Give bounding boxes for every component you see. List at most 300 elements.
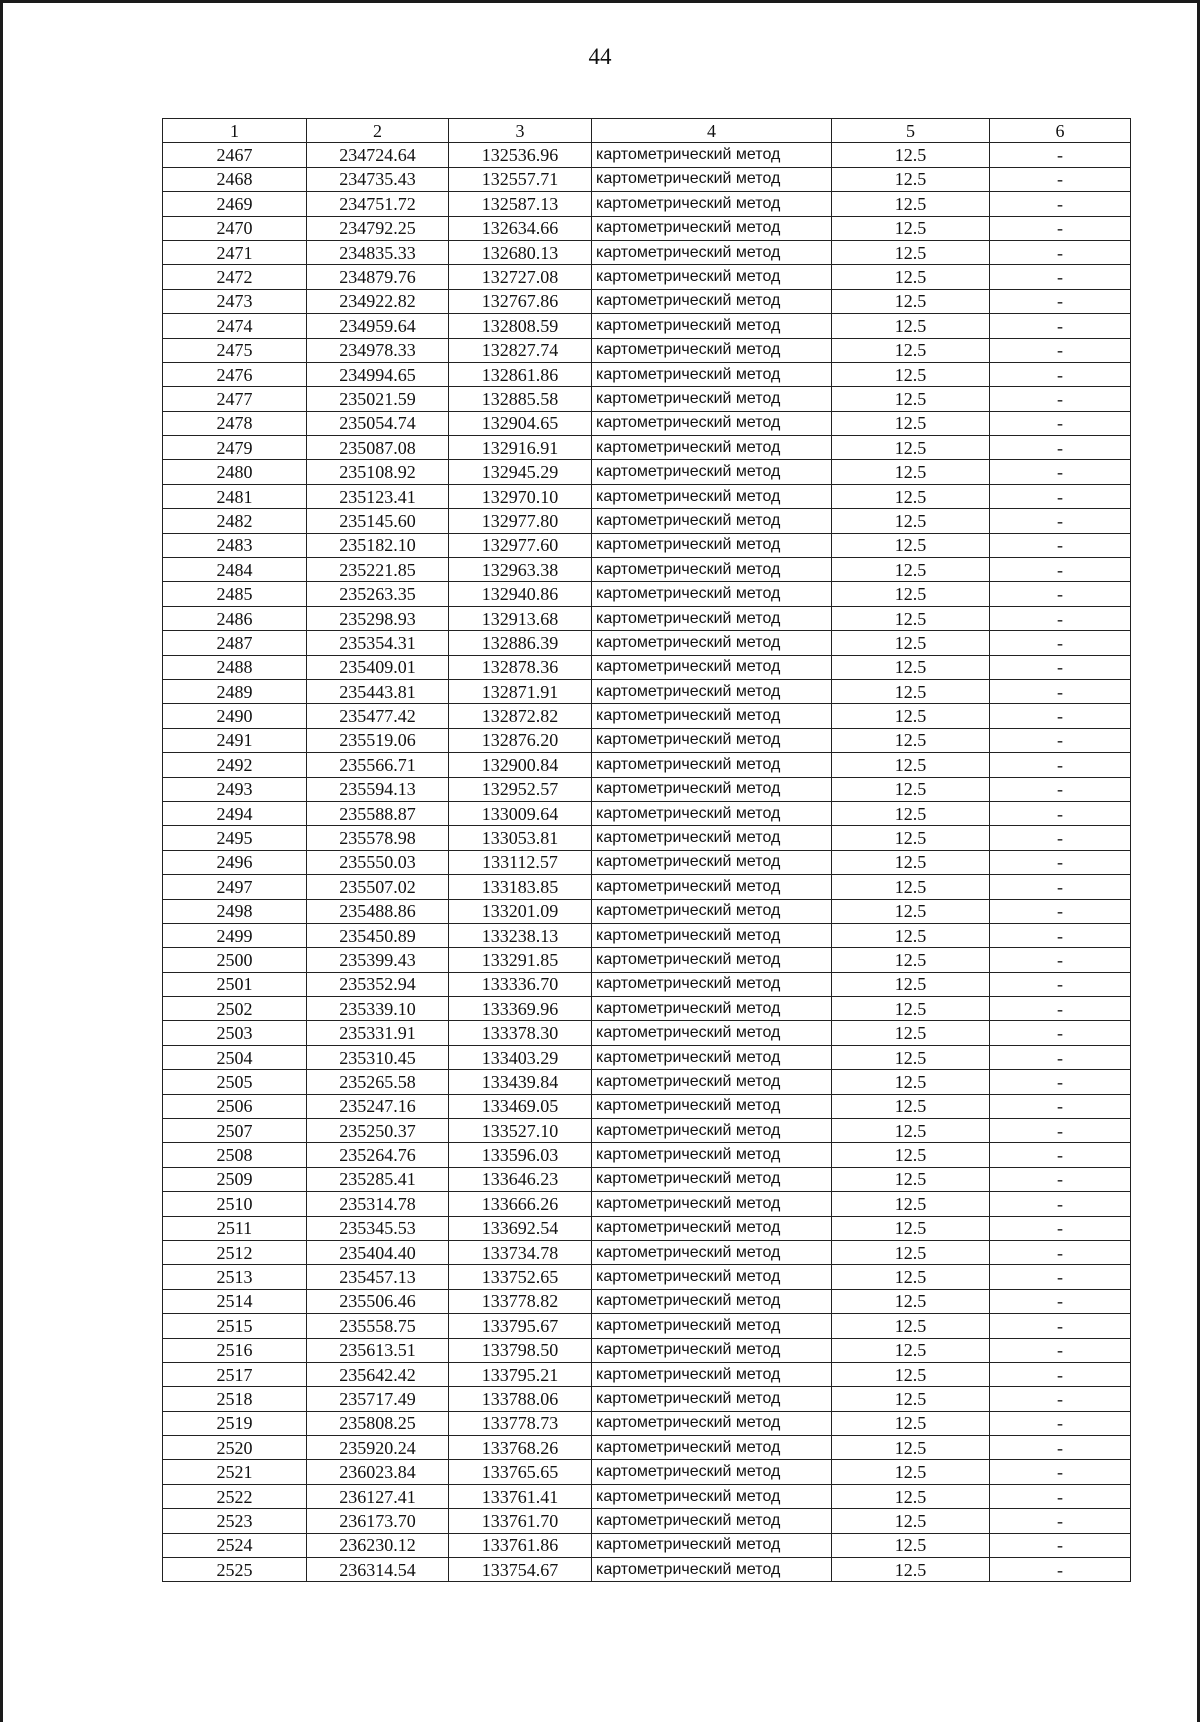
y-coordinate-cell: 133009.64 bbox=[449, 801, 592, 825]
accuracy-cell: 12.5 bbox=[832, 875, 990, 899]
x-coordinate-cell: 235314.78 bbox=[307, 1192, 449, 1216]
method-cell: картометрический метод bbox=[592, 606, 832, 630]
description-cell: - bbox=[990, 582, 1131, 606]
accuracy-cell: 12.5 bbox=[832, 338, 990, 362]
x-coordinate-cell: 235488.86 bbox=[307, 899, 449, 923]
y-coordinate-cell: 132878.36 bbox=[449, 655, 592, 679]
accuracy-cell: 12.5 bbox=[832, 606, 990, 630]
description-cell: - bbox=[990, 875, 1131, 899]
table-row bbox=[163, 1094, 1131, 1118]
method-cell: картометрический метод bbox=[592, 1094, 832, 1118]
y-coordinate-cell: 133439.84 bbox=[449, 1070, 592, 1094]
point-number-cell: 2489 bbox=[163, 679, 307, 703]
method-cell: картометрический метод bbox=[592, 362, 832, 386]
table-row bbox=[163, 899, 1131, 923]
method-cell: картометрический метод bbox=[592, 875, 832, 899]
method-cell: картометрический метод bbox=[592, 1045, 832, 1069]
y-coordinate-cell: 132680.13 bbox=[449, 240, 592, 264]
x-coordinate-cell: 235477.42 bbox=[307, 704, 449, 728]
x-coordinate-cell: 235352.94 bbox=[307, 972, 449, 996]
y-coordinate-cell: 132940.86 bbox=[449, 582, 592, 606]
description-cell: - bbox=[990, 704, 1131, 728]
accuracy-cell: 12.5 bbox=[832, 631, 990, 655]
accuracy-cell: 12.5 bbox=[832, 753, 990, 777]
x-coordinate-cell: 234959.64 bbox=[307, 314, 449, 338]
x-coordinate-cell: 235182.10 bbox=[307, 533, 449, 557]
x-coordinate-cell: 235550.03 bbox=[307, 850, 449, 874]
accuracy-cell: 12.5 bbox=[832, 777, 990, 801]
x-coordinate-cell: 235087.08 bbox=[307, 436, 449, 460]
x-coordinate-cell: 235457.13 bbox=[307, 1265, 449, 1289]
y-coordinate-cell: 132767.86 bbox=[449, 289, 592, 313]
point-number-cell: 2493 bbox=[163, 777, 307, 801]
method-cell: картометрический метод bbox=[592, 1192, 832, 1216]
table-row bbox=[163, 1338, 1131, 1362]
method-cell: картометрический метод bbox=[592, 1362, 832, 1386]
method-cell: картометрический метод bbox=[592, 704, 832, 728]
description-cell: - bbox=[990, 850, 1131, 874]
method-cell: картометрический метод bbox=[592, 1411, 832, 1435]
point-number-cell: 2487 bbox=[163, 631, 307, 655]
method-cell: картометрический метод bbox=[592, 143, 832, 167]
y-coordinate-cell: 132587.13 bbox=[449, 192, 592, 216]
x-coordinate-cell: 235054.74 bbox=[307, 411, 449, 435]
description-cell: - bbox=[990, 1362, 1131, 1386]
table-row bbox=[163, 1436, 1131, 1460]
point-number-cell: 2481 bbox=[163, 484, 307, 508]
table-row bbox=[163, 436, 1131, 460]
point-number-cell: 2474 bbox=[163, 314, 307, 338]
point-number-cell: 2468 bbox=[163, 167, 307, 191]
description-cell: - bbox=[990, 1265, 1131, 1289]
x-coordinate-cell: 235399.43 bbox=[307, 948, 449, 972]
x-coordinate-cell: 235339.10 bbox=[307, 997, 449, 1021]
table-row bbox=[163, 143, 1131, 167]
table-row bbox=[163, 997, 1131, 1021]
description-cell: - bbox=[990, 289, 1131, 313]
point-number-cell: 2520 bbox=[163, 1436, 307, 1460]
point-number-cell: 2473 bbox=[163, 289, 307, 313]
x-coordinate-cell: 236023.84 bbox=[307, 1460, 449, 1484]
accuracy-cell: 12.5 bbox=[832, 655, 990, 679]
point-number-cell: 2488 bbox=[163, 655, 307, 679]
accuracy-cell: 12.5 bbox=[832, 1411, 990, 1435]
y-coordinate-cell: 133795.67 bbox=[449, 1314, 592, 1338]
table-row bbox=[163, 558, 1131, 582]
accuracy-cell: 12.5 bbox=[832, 1289, 990, 1313]
point-number-cell: 2475 bbox=[163, 338, 307, 362]
point-number-cell: 2516 bbox=[163, 1338, 307, 1362]
column-header: 6 bbox=[990, 119, 1131, 143]
table-row bbox=[163, 216, 1131, 240]
point-number-cell: 2494 bbox=[163, 801, 307, 825]
y-coordinate-cell: 132963.38 bbox=[449, 558, 592, 582]
accuracy-cell: 12.5 bbox=[832, 1265, 990, 1289]
table-row bbox=[163, 1045, 1131, 1069]
point-number-cell: 2485 bbox=[163, 582, 307, 606]
accuracy-cell: 12.5 bbox=[832, 948, 990, 972]
method-cell: картометрический метод bbox=[592, 411, 832, 435]
x-coordinate-cell: 235310.45 bbox=[307, 1045, 449, 1069]
method-cell: картометрический метод bbox=[592, 850, 832, 874]
x-coordinate-cell: 235285.41 bbox=[307, 1167, 449, 1191]
scan-border-left bbox=[0, 0, 3, 1722]
y-coordinate-cell: 132808.59 bbox=[449, 314, 592, 338]
y-coordinate-cell: 133761.86 bbox=[449, 1533, 592, 1557]
y-coordinate-cell: 133778.73 bbox=[449, 1411, 592, 1435]
method-cell: картометрический метод bbox=[592, 826, 832, 850]
method-cell: картометрический метод bbox=[592, 484, 832, 508]
table-row bbox=[163, 850, 1131, 874]
x-coordinate-cell: 235404.40 bbox=[307, 1240, 449, 1264]
x-coordinate-cell: 234922.82 bbox=[307, 289, 449, 313]
scan-border-top bbox=[0, 0, 1200, 3]
accuracy-cell: 12.5 bbox=[832, 533, 990, 557]
description-cell: - bbox=[990, 997, 1131, 1021]
x-coordinate-cell: 234751.72 bbox=[307, 192, 449, 216]
method-cell: картометрический метод bbox=[592, 923, 832, 947]
accuracy-cell: 12.5 bbox=[832, 704, 990, 728]
point-number-cell: 2491 bbox=[163, 728, 307, 752]
x-coordinate-cell: 235247.16 bbox=[307, 1094, 449, 1118]
accuracy-cell: 12.5 bbox=[832, 1362, 990, 1386]
table-row bbox=[163, 1119, 1131, 1143]
description-cell: - bbox=[990, 1338, 1131, 1362]
y-coordinate-cell: 132977.80 bbox=[449, 509, 592, 533]
description-cell: - bbox=[990, 728, 1131, 752]
y-coordinate-cell: 133788.06 bbox=[449, 1387, 592, 1411]
table-row bbox=[163, 948, 1131, 972]
accuracy-cell: 12.5 bbox=[832, 240, 990, 264]
table-row bbox=[163, 167, 1131, 191]
description-cell: - bbox=[990, 655, 1131, 679]
y-coordinate-cell: 132872.82 bbox=[449, 704, 592, 728]
method-cell: картометрический метод bbox=[592, 728, 832, 752]
y-coordinate-cell: 132916.91 bbox=[449, 436, 592, 460]
y-coordinate-cell: 133795.21 bbox=[449, 1362, 592, 1386]
table-row bbox=[163, 1240, 1131, 1264]
point-number-cell: 2467 bbox=[163, 143, 307, 167]
accuracy-cell: 12.5 bbox=[832, 1558, 990, 1582]
table-row bbox=[163, 1021, 1131, 1045]
accuracy-cell: 12.5 bbox=[832, 1387, 990, 1411]
table-row bbox=[163, 679, 1131, 703]
point-number-cell: 2509 bbox=[163, 1167, 307, 1191]
method-cell: картометрический метод bbox=[592, 972, 832, 996]
method-cell: картометрический метод bbox=[592, 1265, 832, 1289]
description-cell: - bbox=[990, 167, 1131, 191]
point-number-cell: 2522 bbox=[163, 1484, 307, 1508]
point-number-cell: 2519 bbox=[163, 1411, 307, 1435]
description-cell: - bbox=[990, 679, 1131, 703]
method-cell: картометрический метод bbox=[592, 1167, 832, 1191]
description-cell: - bbox=[990, 338, 1131, 362]
description-cell: - bbox=[990, 899, 1131, 923]
x-coordinate-cell: 235250.37 bbox=[307, 1119, 449, 1143]
description-cell: - bbox=[990, 1460, 1131, 1484]
x-coordinate-cell: 236230.12 bbox=[307, 1533, 449, 1557]
method-cell: картометрический метод bbox=[592, 289, 832, 313]
point-number-cell: 2501 bbox=[163, 972, 307, 996]
method-cell: картометрический метод bbox=[592, 1216, 832, 1240]
description-cell: - bbox=[990, 143, 1131, 167]
y-coordinate-cell: 133369.96 bbox=[449, 997, 592, 1021]
description-cell: - bbox=[990, 826, 1131, 850]
table-row bbox=[163, 704, 1131, 728]
y-coordinate-cell: 133336.70 bbox=[449, 972, 592, 996]
point-number-cell: 2525 bbox=[163, 1558, 307, 1582]
y-coordinate-cell: 132952.57 bbox=[449, 777, 592, 801]
accuracy-cell: 12.5 bbox=[832, 265, 990, 289]
table-row bbox=[163, 289, 1131, 313]
point-number-cell: 2524 bbox=[163, 1533, 307, 1557]
x-coordinate-cell: 235123.41 bbox=[307, 484, 449, 508]
description-cell: - bbox=[990, 948, 1131, 972]
y-coordinate-cell: 133768.26 bbox=[449, 1436, 592, 1460]
accuracy-cell: 12.5 bbox=[832, 436, 990, 460]
table-row bbox=[163, 265, 1131, 289]
x-coordinate-cell: 234735.43 bbox=[307, 167, 449, 191]
method-cell: картометрический метод bbox=[592, 1558, 832, 1582]
table-row bbox=[163, 1314, 1131, 1338]
table-row bbox=[163, 1143, 1131, 1167]
point-number-cell: 2490 bbox=[163, 704, 307, 728]
y-coordinate-cell: 133469.05 bbox=[449, 1094, 592, 1118]
method-cell: картометрический метод bbox=[592, 216, 832, 240]
accuracy-cell: 12.5 bbox=[832, 1119, 990, 1143]
y-coordinate-cell: 132827.74 bbox=[449, 338, 592, 362]
method-cell: картометрический метод bbox=[592, 1533, 832, 1557]
column-header: 5 bbox=[832, 119, 990, 143]
method-cell: картометрический метод bbox=[592, 1070, 832, 1094]
y-coordinate-cell: 133778.82 bbox=[449, 1289, 592, 1313]
y-coordinate-cell: 133754.67 bbox=[449, 1558, 592, 1582]
x-coordinate-cell: 234792.25 bbox=[307, 216, 449, 240]
accuracy-cell: 12.5 bbox=[832, 143, 990, 167]
description-cell: - bbox=[990, 972, 1131, 996]
coordinates-table bbox=[162, 118, 1131, 1582]
accuracy-cell: 12.5 bbox=[832, 1021, 990, 1045]
point-number-cell: 2518 bbox=[163, 1387, 307, 1411]
method-cell: картометрический метод bbox=[592, 631, 832, 655]
description-cell: - bbox=[990, 314, 1131, 338]
point-number-cell: 2471 bbox=[163, 240, 307, 264]
description-cell: - bbox=[990, 1509, 1131, 1533]
y-coordinate-cell: 133378.30 bbox=[449, 1021, 592, 1045]
x-coordinate-cell: 235717.49 bbox=[307, 1387, 449, 1411]
x-coordinate-cell: 235354.31 bbox=[307, 631, 449, 655]
description-cell: - bbox=[990, 1216, 1131, 1240]
method-cell: картометрический метод bbox=[592, 558, 832, 582]
description-cell: - bbox=[990, 1070, 1131, 1094]
y-coordinate-cell: 133112.57 bbox=[449, 850, 592, 874]
description-cell: - bbox=[990, 1436, 1131, 1460]
accuracy-cell: 12.5 bbox=[832, 1216, 990, 1240]
accuracy-cell: 12.5 bbox=[832, 728, 990, 752]
description-cell: - bbox=[990, 923, 1131, 947]
method-cell: картометрический метод bbox=[592, 338, 832, 362]
method-cell: картометрический метод bbox=[592, 1387, 832, 1411]
point-number-cell: 2496 bbox=[163, 850, 307, 874]
table-body bbox=[163, 143, 1131, 1582]
accuracy-cell: 12.5 bbox=[832, 1094, 990, 1118]
x-coordinate-cell: 235345.53 bbox=[307, 1216, 449, 1240]
column-header: 4 bbox=[592, 119, 832, 143]
description-cell: - bbox=[990, 1387, 1131, 1411]
method-cell: картометрический метод bbox=[592, 899, 832, 923]
page-number: 44 bbox=[588, 44, 612, 69]
method-cell: картометрический метод bbox=[592, 265, 832, 289]
x-coordinate-cell: 235507.02 bbox=[307, 875, 449, 899]
point-number-cell: 2492 bbox=[163, 753, 307, 777]
description-cell: - bbox=[990, 1094, 1131, 1118]
y-coordinate-cell: 132977.60 bbox=[449, 533, 592, 557]
table-row bbox=[163, 972, 1131, 996]
description-cell: - bbox=[990, 1143, 1131, 1167]
x-coordinate-cell: 234978.33 bbox=[307, 338, 449, 362]
accuracy-cell: 12.5 bbox=[832, 1436, 990, 1460]
accuracy-cell: 12.5 bbox=[832, 972, 990, 996]
accuracy-cell: 12.5 bbox=[832, 387, 990, 411]
x-coordinate-cell: 235808.25 bbox=[307, 1411, 449, 1435]
x-coordinate-cell: 235613.51 bbox=[307, 1338, 449, 1362]
y-coordinate-cell: 132634.66 bbox=[449, 216, 592, 240]
table-row bbox=[163, 387, 1131, 411]
description-cell: - bbox=[990, 1558, 1131, 1582]
column-header: 3 bbox=[449, 119, 592, 143]
x-coordinate-cell: 235506.46 bbox=[307, 1289, 449, 1313]
point-number-cell: 2515 bbox=[163, 1314, 307, 1338]
point-number-cell: 2502 bbox=[163, 997, 307, 1021]
table-row bbox=[163, 655, 1131, 679]
x-coordinate-cell: 235221.85 bbox=[307, 558, 449, 582]
y-coordinate-cell: 133692.54 bbox=[449, 1216, 592, 1240]
accuracy-cell: 12.5 bbox=[832, 1314, 990, 1338]
point-number-cell: 2513 bbox=[163, 1265, 307, 1289]
table-row bbox=[163, 362, 1131, 386]
point-number-cell: 2495 bbox=[163, 826, 307, 850]
x-coordinate-cell: 235145.60 bbox=[307, 509, 449, 533]
table-row bbox=[163, 1387, 1131, 1411]
description-cell: - bbox=[990, 631, 1131, 655]
x-coordinate-cell: 235450.89 bbox=[307, 923, 449, 947]
y-coordinate-cell: 133666.26 bbox=[449, 1192, 592, 1216]
description-cell: - bbox=[990, 265, 1131, 289]
x-coordinate-cell: 234835.33 bbox=[307, 240, 449, 264]
description-cell: - bbox=[990, 558, 1131, 582]
method-cell: картометрический метод bbox=[592, 167, 832, 191]
accuracy-cell: 12.5 bbox=[832, 362, 990, 386]
y-coordinate-cell: 133238.13 bbox=[449, 923, 592, 947]
x-coordinate-cell: 235298.93 bbox=[307, 606, 449, 630]
accuracy-cell: 12.5 bbox=[832, 1192, 990, 1216]
table-row bbox=[163, 606, 1131, 630]
x-coordinate-cell: 235263.35 bbox=[307, 582, 449, 606]
description-cell: - bbox=[990, 1289, 1131, 1313]
accuracy-cell: 12.5 bbox=[832, 314, 990, 338]
column-header: 2 bbox=[307, 119, 449, 143]
x-coordinate-cell: 235558.75 bbox=[307, 1314, 449, 1338]
accuracy-cell: 12.5 bbox=[832, 558, 990, 582]
table-row bbox=[163, 240, 1131, 264]
table-row bbox=[163, 338, 1131, 362]
point-number-cell: 2483 bbox=[163, 533, 307, 557]
accuracy-cell: 12.5 bbox=[832, 1533, 990, 1557]
table-row bbox=[163, 582, 1131, 606]
description-cell: - bbox=[990, 1533, 1131, 1557]
description-cell: - bbox=[990, 216, 1131, 240]
method-cell: картометрический метод bbox=[592, 240, 832, 264]
y-coordinate-cell: 133183.85 bbox=[449, 875, 592, 899]
accuracy-cell: 12.5 bbox=[832, 582, 990, 606]
table-row bbox=[163, 192, 1131, 216]
y-coordinate-cell: 133646.23 bbox=[449, 1167, 592, 1191]
accuracy-cell: 12.5 bbox=[832, 1509, 990, 1533]
table-row bbox=[163, 801, 1131, 825]
x-coordinate-cell: 235265.58 bbox=[307, 1070, 449, 1094]
table-row bbox=[163, 1362, 1131, 1386]
table-row bbox=[163, 314, 1131, 338]
y-coordinate-cell: 132871.91 bbox=[449, 679, 592, 703]
x-coordinate-cell: 234879.76 bbox=[307, 265, 449, 289]
table-row bbox=[163, 509, 1131, 533]
table-row bbox=[163, 728, 1131, 752]
y-coordinate-cell: 132727.08 bbox=[449, 265, 592, 289]
y-coordinate-cell: 132945.29 bbox=[449, 460, 592, 484]
accuracy-cell: 12.5 bbox=[832, 289, 990, 313]
accuracy-cell: 12.5 bbox=[832, 679, 990, 703]
description-cell: - bbox=[990, 387, 1131, 411]
method-cell: картометрический метод bbox=[592, 1484, 832, 1508]
y-coordinate-cell: 132876.20 bbox=[449, 728, 592, 752]
point-number-cell: 2506 bbox=[163, 1094, 307, 1118]
description-cell: - bbox=[990, 1192, 1131, 1216]
y-coordinate-cell: 133761.41 bbox=[449, 1484, 592, 1508]
method-cell: картометрический метод bbox=[592, 997, 832, 1021]
accuracy-cell: 12.5 bbox=[832, 192, 990, 216]
y-coordinate-cell: 133761.70 bbox=[449, 1509, 592, 1533]
point-number-cell: 2507 bbox=[163, 1119, 307, 1143]
x-coordinate-cell: 235443.81 bbox=[307, 679, 449, 703]
x-coordinate-cell: 235594.13 bbox=[307, 777, 449, 801]
description-cell: - bbox=[990, 606, 1131, 630]
table-row bbox=[163, 460, 1131, 484]
table-row bbox=[163, 1070, 1131, 1094]
x-coordinate-cell: 234994.65 bbox=[307, 362, 449, 386]
accuracy-cell: 12.5 bbox=[832, 1167, 990, 1191]
y-coordinate-cell: 132886.39 bbox=[449, 631, 592, 655]
table-row bbox=[163, 1192, 1131, 1216]
accuracy-cell: 12.5 bbox=[832, 1143, 990, 1167]
x-coordinate-cell: 235642.42 bbox=[307, 1362, 449, 1386]
table-row bbox=[163, 533, 1131, 557]
method-cell: картометрический метод bbox=[592, 1314, 832, 1338]
method-cell: картометрический метод bbox=[592, 1143, 832, 1167]
method-cell: картометрический метод bbox=[592, 582, 832, 606]
description-cell: - bbox=[990, 1411, 1131, 1435]
method-cell: картометрический метод bbox=[592, 1240, 832, 1264]
x-coordinate-cell: 235588.87 bbox=[307, 801, 449, 825]
point-number-cell: 2497 bbox=[163, 875, 307, 899]
point-number-cell: 2470 bbox=[163, 216, 307, 240]
accuracy-cell: 12.5 bbox=[832, 509, 990, 533]
table-row bbox=[163, 923, 1131, 947]
y-coordinate-cell: 133734.78 bbox=[449, 1240, 592, 1264]
accuracy-cell: 12.5 bbox=[832, 1045, 990, 1069]
y-coordinate-cell: 132885.58 bbox=[449, 387, 592, 411]
method-cell: картометрический метод bbox=[592, 801, 832, 825]
point-number-cell: 2482 bbox=[163, 509, 307, 533]
